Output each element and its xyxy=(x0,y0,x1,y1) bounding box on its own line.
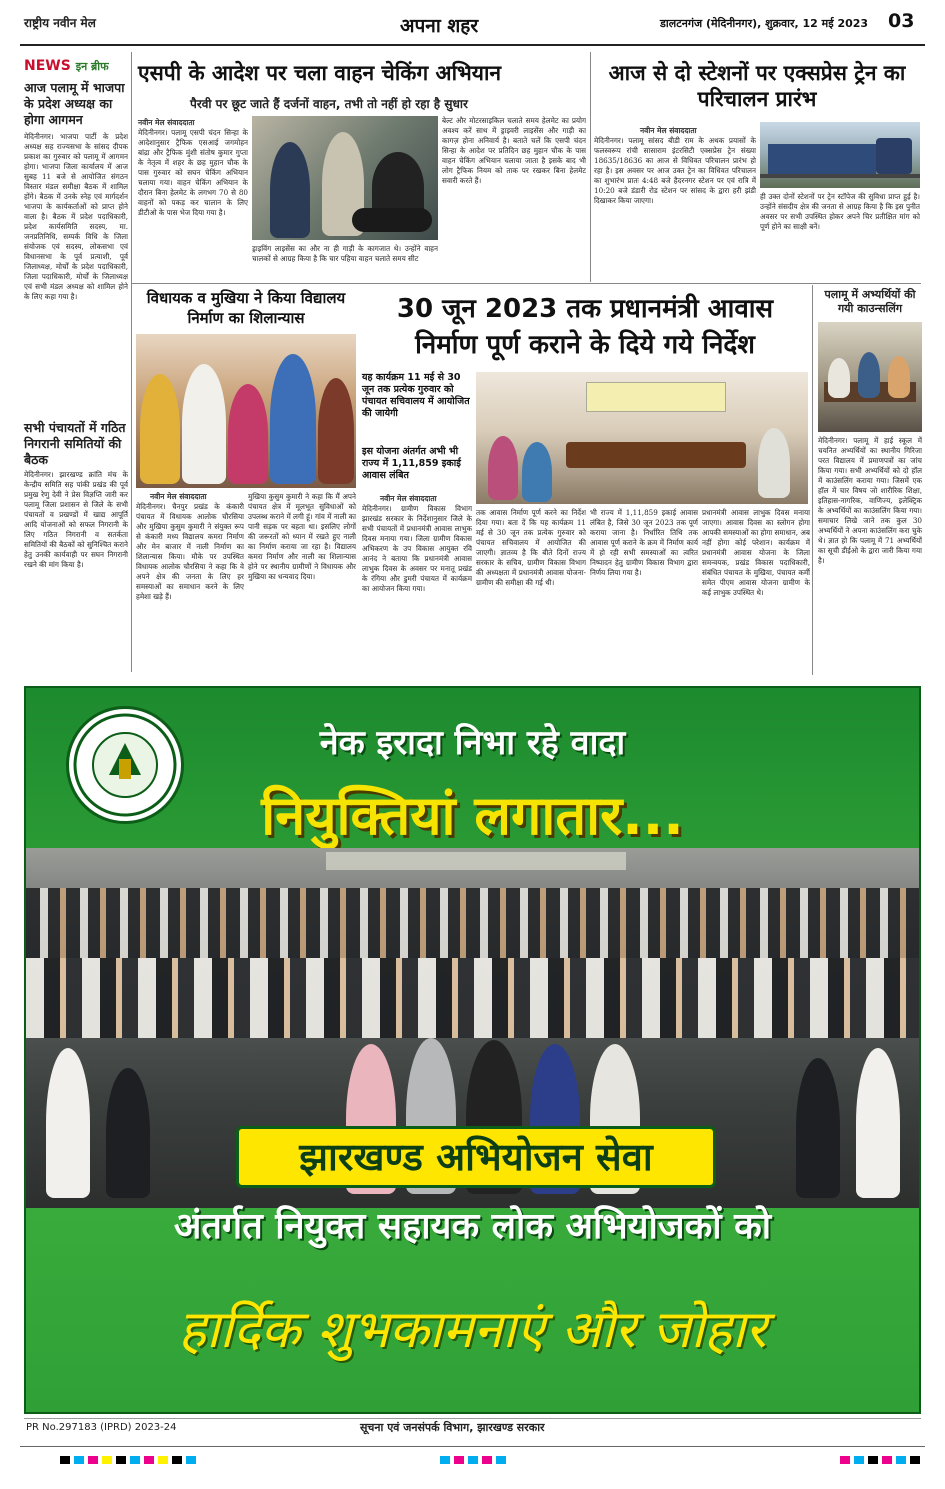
train-body-1: मेदिनीनगर। पलामू सांसद बीडी राम के अथक प्रयासों के फलस्वरूप रांची सासाराम इंटरसिटी एक्सप्रेस ट्रेन संख्या 18635/18636 का आज से विधिवत परिचालन प्रारंभ हो रहा है। इस अवसर पर आज उक्त ट्रेन का विधिवत परिचालन का शुभारंभ प्रातः 4:48 बजे हैदरनगर स्टेशन पर एवं रात्रि में 10:20 बजे डंडारी रोड स्टेशन पर सांसद के द्वारा हरी झंडी दिखाकर किया जाएगा। xyxy=(594,136,756,205)
awas-headline-line1: 30 जून 2023 तक प्रधानमंत्री आवास xyxy=(396,294,774,324)
awas-headline-line2: निर्माण पूर्ण कराने के दिये गये निर्देश xyxy=(415,330,755,360)
government-advertisement xyxy=(24,686,921,1414)
awas-pullquote-1: यह कार्यक्रम 11 मई से 30 जून तक प्रत्येक गुरुवार को पंचायत सचिवालय में आयोजित की जायेगी xyxy=(362,372,470,419)
newspaper-logo: राष्ट्रीय नवीन मेल xyxy=(24,16,96,30)
sidebar-story2-headline: सभी पंचायतों में गठित निगरानी समितियों की बैठक xyxy=(24,420,126,467)
pr-number: PR No.297183 (IPRD) 2023-24 xyxy=(26,1422,177,1433)
train-body-2: ही उक्त दोनों स्टेशनों पर ट्रेन स्टॉपेज की सुविधा प्राप्त हुई है। उन्होंने संसदीय क्षेत्र की जनता से आग्रह किया है कि इस पुनीत अवसर पर सभी उपस्थित होकर अपने चिर प्रतीक्षित मांग को पूर्ण होने का साक्षी बनें। xyxy=(760,192,920,231)
registration-color-bar xyxy=(440,1456,510,1464)
awas-body-4: प्रधानमंत्री आवास लाभुक दिवस मनाया जाएगा। आवास दिवस का स्लोगन होगा आपकी समस्याओं का होगा समाधान, अब नहीं होगा कोई परेशान। कार्यक्रम में प्रधानमंत्री आवास योजना के जिला समन्वयक, प्रखंड विकास पदाधिकारी, संबंधित पंचायत के मुखिया, पंचायत कर्मी समेत पीएम आवास योजना ग्रामीण के कई लाभुक उपस्थित थे। xyxy=(702,508,810,597)
counselling-headline: पलामू में अभ्यर्थियों की गयी काउन्सलिंग xyxy=(824,288,916,315)
counselling-body: मेदिनीनगर। पलामू में हाई स्कूल में चयनित अभ्यर्थियों का स्थानीय गिरिजा परत विद्यालय में प्रमाणपत्रों का जांच किया गया। सभी अभ्यर्थियों को दो हॉल में काउंसलिंग कराया गया। जिसमें एक हॉल में चार विषय जो शारीरिक शिक्षा, इतिहास-नागरिक, वाणिज्य, इलेक्ट्रिक के अभ्यर्थियों का काउंसलिंग किया गया। समाचार लिखे जाने तक कुल 30 अभ्यर्थियों ने अपना काउंसलिंग करा चुके थे। ज्ञात हो कि पलामू में 71 अभ्यर्थियों का सूची डीईओ के द्वारा जारी किया गया है। xyxy=(818,436,922,565)
row-divider xyxy=(131,283,921,284)
registration-color-bar xyxy=(840,1456,920,1464)
counselling-photo xyxy=(818,322,922,432)
sidebar-story2-body: मेदिनीनगर। झारखण्ड क्रांति मंच के केन्द्रीय समिति सह पांकी प्रखंड की पूर्व प्रमुख रेणु देवी ने प्रेस विज्ञप्ति जारी कर पलामू जिला प्रशासन से जिले के सभी पंचायतों व प्रखण्डों में खाद्य आपूर्ति आदि योजनाओं को सफल निगरानी के लिए गठित निगरानी व सतर्कता समितियों की बैठकों को सुनिश्चित कराने हेतु उनकी कार्यवाही पर सघन निगरानी रखने की मांग किया है। xyxy=(24,470,128,569)
school-body-2: मुखिया कुसुम कुमारी ने कहा कि मैं अपने पंचायत क्षेत्र में मूलभूत सुविधाओं को उपलब्ध कराने में लगी हूं। गांव में नाली का पानी सड़क पर बहता था। इसलिए लोगों की जरूरतों को ध्यान में रखते हुए नाली का निर्माण कराया जा रहा है। विद्यालय कमरा निर्माण और नाली का शिलान्यास होने पर स्थानीय ग्रामीणों ने विधायक और मुखिया का धन्यवाद दिया। xyxy=(248,492,356,581)
school-headline: विधायक व मुखिया ने किया विद्यालय निर्माण का शिलान्यास xyxy=(146,289,346,327)
ad-subtitle: अंतर्गत नियुक्त सहायक लोक अभियोजकों को xyxy=(173,1206,772,1247)
school-foundation-photo xyxy=(136,334,356,488)
ad-main-title: नियुक्तियां लगातार... xyxy=(261,784,684,847)
sidebar-story1-body: मेदिनीनगर। भाजपा पार्टी के प्रदेश अध्यक्ष सह राज्यसभा के सांसद दीपक प्रकाश का गुरुवार को पलामू में आगमन होगा। भाजपा जिला कार्यालय में आज सुबह 11 बजे से आयोजित संगठन विस्तार मंडल समीक्षा बैठक में शामिल होंगे। बैठक में उनके स्नेह एवं मार्गदर्शन भाजपा के कार्यकर्ताओं को प्राप्त होने वाला है। बैठक में प्रदेश पदाधिकारी, प्रदेश कार्यसमिति सदस्य, मा. जनप्रतिनिधि, सम्पर्क विधि के जिला संयोजक एवं सदस्य, लोकसभा एवं विधानसभा के पूर्व प्रत्याशी, पूर्व जिलाध्यक्ष, मोर्चों के प्रदेश पदाधिकारी, जिला पदाधिकारी, मोर्चों के जिलाध्यक्ष एवं सभी मंडल अध्यक्ष को शामिल होने के लिए कहा गया है। xyxy=(24,132,128,301)
column-divider xyxy=(812,285,813,675)
vehicle-body-2: बेल्ट और मोटरसाइकिल चलाते समय हेलमेट का प्रयोग अवश्य करें साथ में ड्राइवरी लाइसेंस और गाड़ी का कागज़ होना अनिवार्य है। बताते चलें कि एसपी चंदन सिन्हा के आदेश पर प्रतिदिन छह मुहान चौक के पास वाहन चेकिंग अभियान चलाया जाता है इसके बाद भी लोग ट्रैफिक नियम को ताक पर रखकर बिना हेलमेट सवारी करते हैं। xyxy=(442,116,586,185)
train-byline: नवीन मेल संवाददाता xyxy=(640,126,697,135)
awas-body-2: तक आवास निर्माण पूर्ण करने का निर्देश दिया गया। बता दें कि यह कार्यक्रम 11 मई से 30 जून तक प्रत्येक गुरुवार को पंचायत सचिवालय में आयोजित की जाएगी। ज्ञातव्य है कि बीते दिनों राज्य सरकार के सचिव, ग्रामीण विकास विभाग की अध्यक्षता में प्रधानमंत्री आवास योजना-ग्रामीण की समीक्षा की गई थी। xyxy=(476,508,586,587)
prosecution-service-banner: झारखण्ड अभियोजन सेवा xyxy=(236,1126,716,1188)
train-headline: आज से दो स्टेशनों पर एक्सप्रेस ट्रेन का परिचालन प्रारंभ xyxy=(608,61,906,111)
vehicle-byline: नवीन मेल संवाददाता xyxy=(138,118,195,127)
header-rule xyxy=(20,44,925,46)
vehicle-body-1: मेदिनीनगर। पलामू एसपी चंदन सिन्हा के आदेशानुसार ट्रैफिक एसआई जगमोहन बांद्रा और ट्रैफिक मुंशी संतोष कुमार गुप्ता के नेतृत्व में शहर के छह मुहान चौक के पास गुरुवार को सघन चेकिंग अभियान चलाया गया। वाहन चेकिंग अभियान के दौरान बिना हेलमेट के लगभग 70 से 80 वाहनों को पकड़ कर चालान के लिए डीटीओ के पास भेज दिया गया है। xyxy=(138,128,248,217)
sidebar-story1-headline: आज पलामू में भाजपा के प्रदेश अध्यक्ष का होगा आगमन xyxy=(24,80,125,127)
dateline: डालटनगंज (मेदिनीनगर), शुक्रवार, 12 मई 2023 xyxy=(660,17,869,30)
school-byline: नवीन मेल संवाददाता xyxy=(150,492,207,501)
footer-rule xyxy=(24,1418,921,1419)
vehicle-subheadline: पैरवी पर छूट जाते हैं दर्जनों वाहन, तभी तो नहीं हो रहा है सुधार xyxy=(190,97,468,111)
ad-wishes: हार्दिक शुभकामनाएं और जोहार xyxy=(178,1300,767,1360)
awas-body-3: भी राज्य में 1,11,859 इकाई आवास लंबित है, जिसे 30 जून 2023 तक पूर्ण कराया जाना है। निर्धारित तिथि तक आवास पूर्ण कराने के क्रम में निर्माण कार्य में हो रही सभी समस्याओं का त्वरित निष्पादन हेतु ग्रामीण विकास विभाग द्वारा निर्णय लिया गया है। xyxy=(590,508,698,577)
vehicle-checking-photo xyxy=(252,116,438,240)
awas-pullquote-2: इस योजना अंतर्गत अभी भी राज्य में 1,11,859 इकाई आवास लंबित xyxy=(362,446,461,481)
vehicle-caption: ड्राइविंग लाइसेंस का और ना ही गाड़ी के कागजात थे। उन्होंने वाहन चालकों से आग्रह किया है कि चार पहिया वाहन चलाते समय सीट xyxy=(252,244,438,263)
train-photo xyxy=(760,122,920,188)
page-bottom-rule xyxy=(20,1446,925,1447)
registration-color-bar xyxy=(60,1456,200,1464)
news-in-brief-tag: NEWS इन ब्रीफ xyxy=(24,58,109,74)
section-title: अपना शहर xyxy=(400,15,479,37)
column-divider xyxy=(131,52,132,672)
department-credit: सूचना एवं जनसंपर्क विभाग, झारखण्ड सरकार xyxy=(360,1421,545,1434)
awas-byline: नवीन मेल संवाददाता xyxy=(380,494,437,503)
column-divider xyxy=(590,52,591,282)
awas-body-1: मेदिनीनगर। ग्रामीण विकास विभाग झारखंड सरकार के निर्देशानुसार जिले के सभी पंचायतों में प्रधानमंत्री आवास लाभुक दिवस मनाया गया। जिला ग्रामीण विकास अभिकरण के उप विकास आयुक्त रवि आनंद ने बताया कि प्रधानमंत्री आवास लाभुक दिवस के अवसर पर मनातू प्रखंड के रंगिया और डुमरी पंचायत में कार्यक्रम का आयोजन किया गया। xyxy=(362,504,472,593)
awas-meeting-photo xyxy=(476,372,808,504)
vehicle-headline: एसपी के आदेश पर चला वाहन चेकिंग अभियान xyxy=(138,61,502,85)
ad-slogan: नेक इरादा निभा रहे वादा xyxy=(319,723,626,763)
page-number: 03 xyxy=(888,10,915,32)
school-body-1: मेदिनीनगर। चैनपुर प्रखंड के कंकारी पंचायत में विधायक आलोक चौरसिया और मुखिया कुसुम कुमारी ने संयुक्त रूप से कंकारी मध्य विद्यालय कमरा निर्माण और मेन बाजार में नाली निर्माण का शिलान्यास किया। मौके पर उपस्थित विधायक आलोक चौरसिया ने कहा कि वे अपने क्षेत्र की जनता के लिए हर समस्याओं का समाधान करने के लिए हमेशा खड़े हैं। xyxy=(136,502,244,601)
